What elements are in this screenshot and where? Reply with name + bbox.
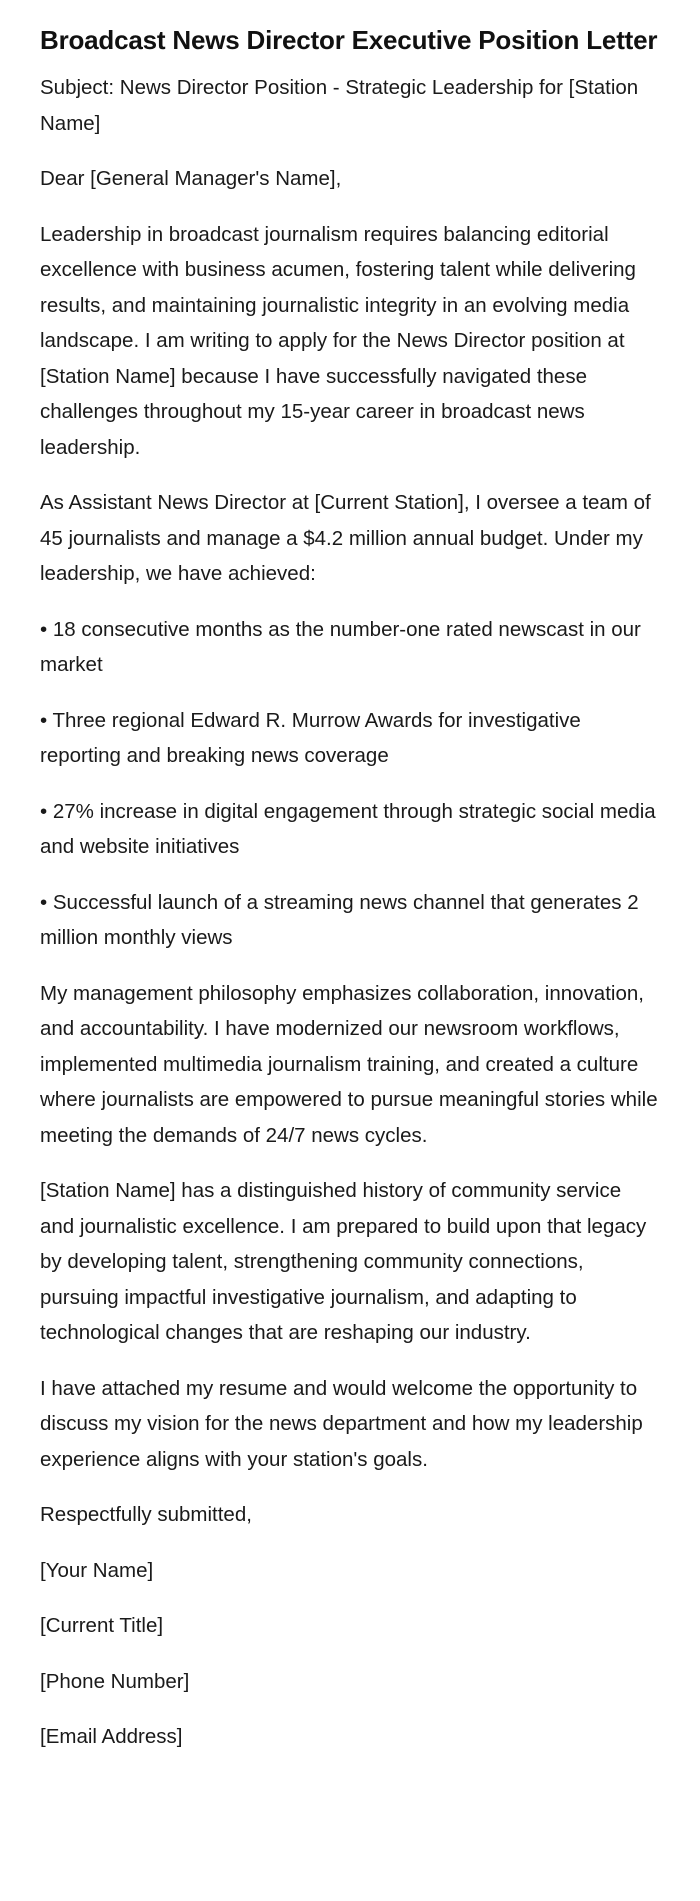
subject-line: Subject: News Director Position - Strategic Leadership for [Station Name] <box>40 76 639 135</box>
philosophy-paragraph: My management philosophy emphasizes collaboration, innovation, and accountability. I have modernized our newsroom workflows, implemented multimedia journalism training, and created a culture where journalists are empowered to pursue meaningful stories while meeting the demands of 24/7 news cycles. <box>40 981 658 1147</box>
salutation: Dear [General Manager's Name], <box>40 167 342 190</box>
experience-paragraph: As Assistant News Director at [Current Station], I oversee a team of 45 journalists and manage a $4.2 million annual budget. Under my leadership, we have achieved: <box>40 491 651 585</box>
achievement-item: • 27% increase in digital engagement through strategic social media and website initiatives <box>40 799 656 858</box>
vision-paragraph: [Station Name] has a distinguished history of community service and journalistic excellence. I am prepared to build upon that legacy by developing talent, strengthening community connections, pursuing impactful investigative journalism, and adapting to technological changes that are reshaping our industry. <box>40 1179 647 1344</box>
achievement-item: • Successful launch of a streaming news channel that generates 2 million monthly views <box>40 890 639 949</box>
achievement-item: • Three regional Edward R. Murrow Awards for investigative reporting and breaking news coverage <box>40 708 581 767</box>
achievement-item: • 18 consecutive months as the number-one rated newscast in our market <box>40 617 641 676</box>
letter-title: Broadcast News Director Executive Position Letter <box>40 25 658 55</box>
signature-name: [Your Name] <box>40 1558 154 1582</box>
intro-paragraph: Leadership in broadcast journalism requires balancing editorial excellence with business acumen, fostering talent while delivering results, and maintaining journalistic integrity in an evolving media landscape. I am writing to apply for the News Director position at [Station Name] because I have successfully navigated these challenges throughout my 15-year career in broadcast news leadership. <box>40 222 636 459</box>
signature-title: [Current Title] <box>40 1614 164 1637</box>
signature-phone: [Phone Number] <box>40 1669 190 1693</box>
signature-email: [Email Address] <box>40 1725 183 1748</box>
closing-paragraph: I have attached my resume and would welcome the opportunity to discuss my vision for the news department and how my leadership experience aligns with your station's goals. <box>40 1376 643 1471</box>
signoff: Respectfully submitted, <box>40 1503 252 1526</box>
